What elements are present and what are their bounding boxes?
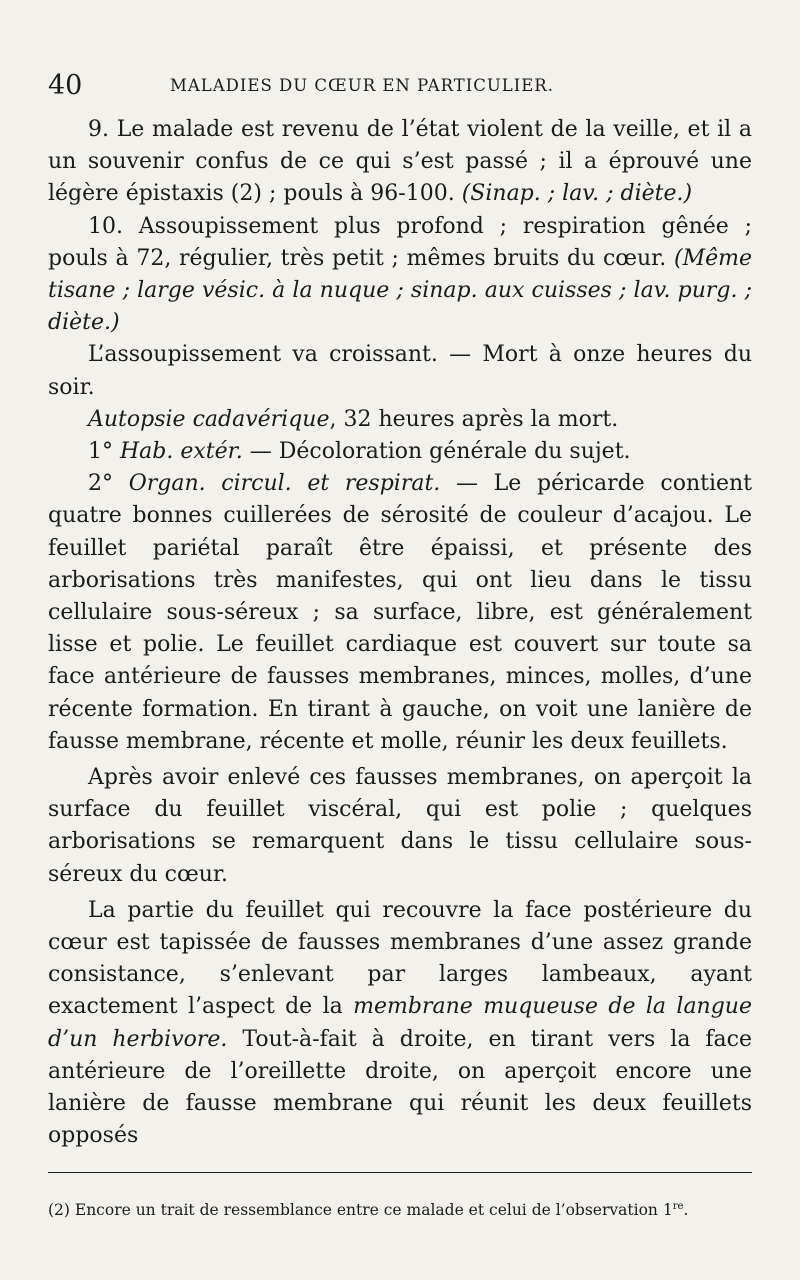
paragraph-autopsy: Autopsie cadavérique, 32 heures après la mort. [88, 406, 619, 432]
paragraph-visceral: Après avoir enlevé ces fausses membranes, on aperçoit la surface du feuillet viscéral, qui est polie ; quelques arborisations se remarquent dans le tissu cellulaire sous-séreux du cœur. [48, 765, 752, 887]
paragraph-organs: 2° Organ. circul. et respirat. — Le péricarde contient quatre bonnes cuillerées de sérosité de couleur d’acajou. Le feuillet pariétal paraît être épaissi, et présente des arborisations très manifestes, qui ont lieu dans le tissu cellulaire sous-séreux ; sa surface, libre, est généralement lisse et polie. Le feuillet cardiaque est couvert sur toute sa face antérieure de fausses membranes, minces, molles, d’une récente formation. En tirant à gauche, on voit une lanière de fausse membrane, récente et molle, réunir les deux feuillets. [48, 471, 753, 754]
page-header [48, 70, 752, 106]
paragraph-habitus: 1° Hab. extér. — Décoloration générale du sujet. [88, 439, 631, 465]
body-text [48, 114, 752, 1153]
paragraph-death: L’assoupissement va croissant. — Mort à onze heures du soir. [48, 342, 752, 400]
running-title: MALADIES DU CŒUR EN PARTICULIER. [170, 76, 554, 95]
paragraph-posterior: La partie du feuillet qui recouvre la face postérieure du cœur est tapissée de fausses membranes d’une assez grande consistance, s’enlevant par larges lambeaux, ayant exactement l’aspect de la membrane muqueuse de la langue d’un herbivore. Tout-à-fait à droite, en tirant vers la face antérieure de l’oreillette droite, on aperçoit encore une lanière de fausse membrane qui réunit les deux feuillets opposés [48, 897, 753, 1149]
paragraph-day-9: 9. Le malade est revenu de l’état violent de la veille, et il a un souvenir confus de ce qui s’est passé ; il a éprouvé une légère épistaxis (2) ; pouls à 96-100. (Sinap. ; lav. ; diète.) [48, 117, 752, 207]
footnote-rule [48, 1172, 752, 1173]
page-number: 40 [48, 70, 83, 101]
paragraph-day-10: 10. Assoupissement plus profond ; respiration gênée ; pouls à 72, régulier, très petit ; mêmes bruits du cœur. (Même tisane ; large vésic. à la nuque ; sinap. aux cuisses ; lav. purg. ; diète.) [48, 213, 752, 336]
footnote: (2) Encore un trait de ressemblance entre ce malade et celui de l’observation 1re. [48, 1200, 689, 1219]
